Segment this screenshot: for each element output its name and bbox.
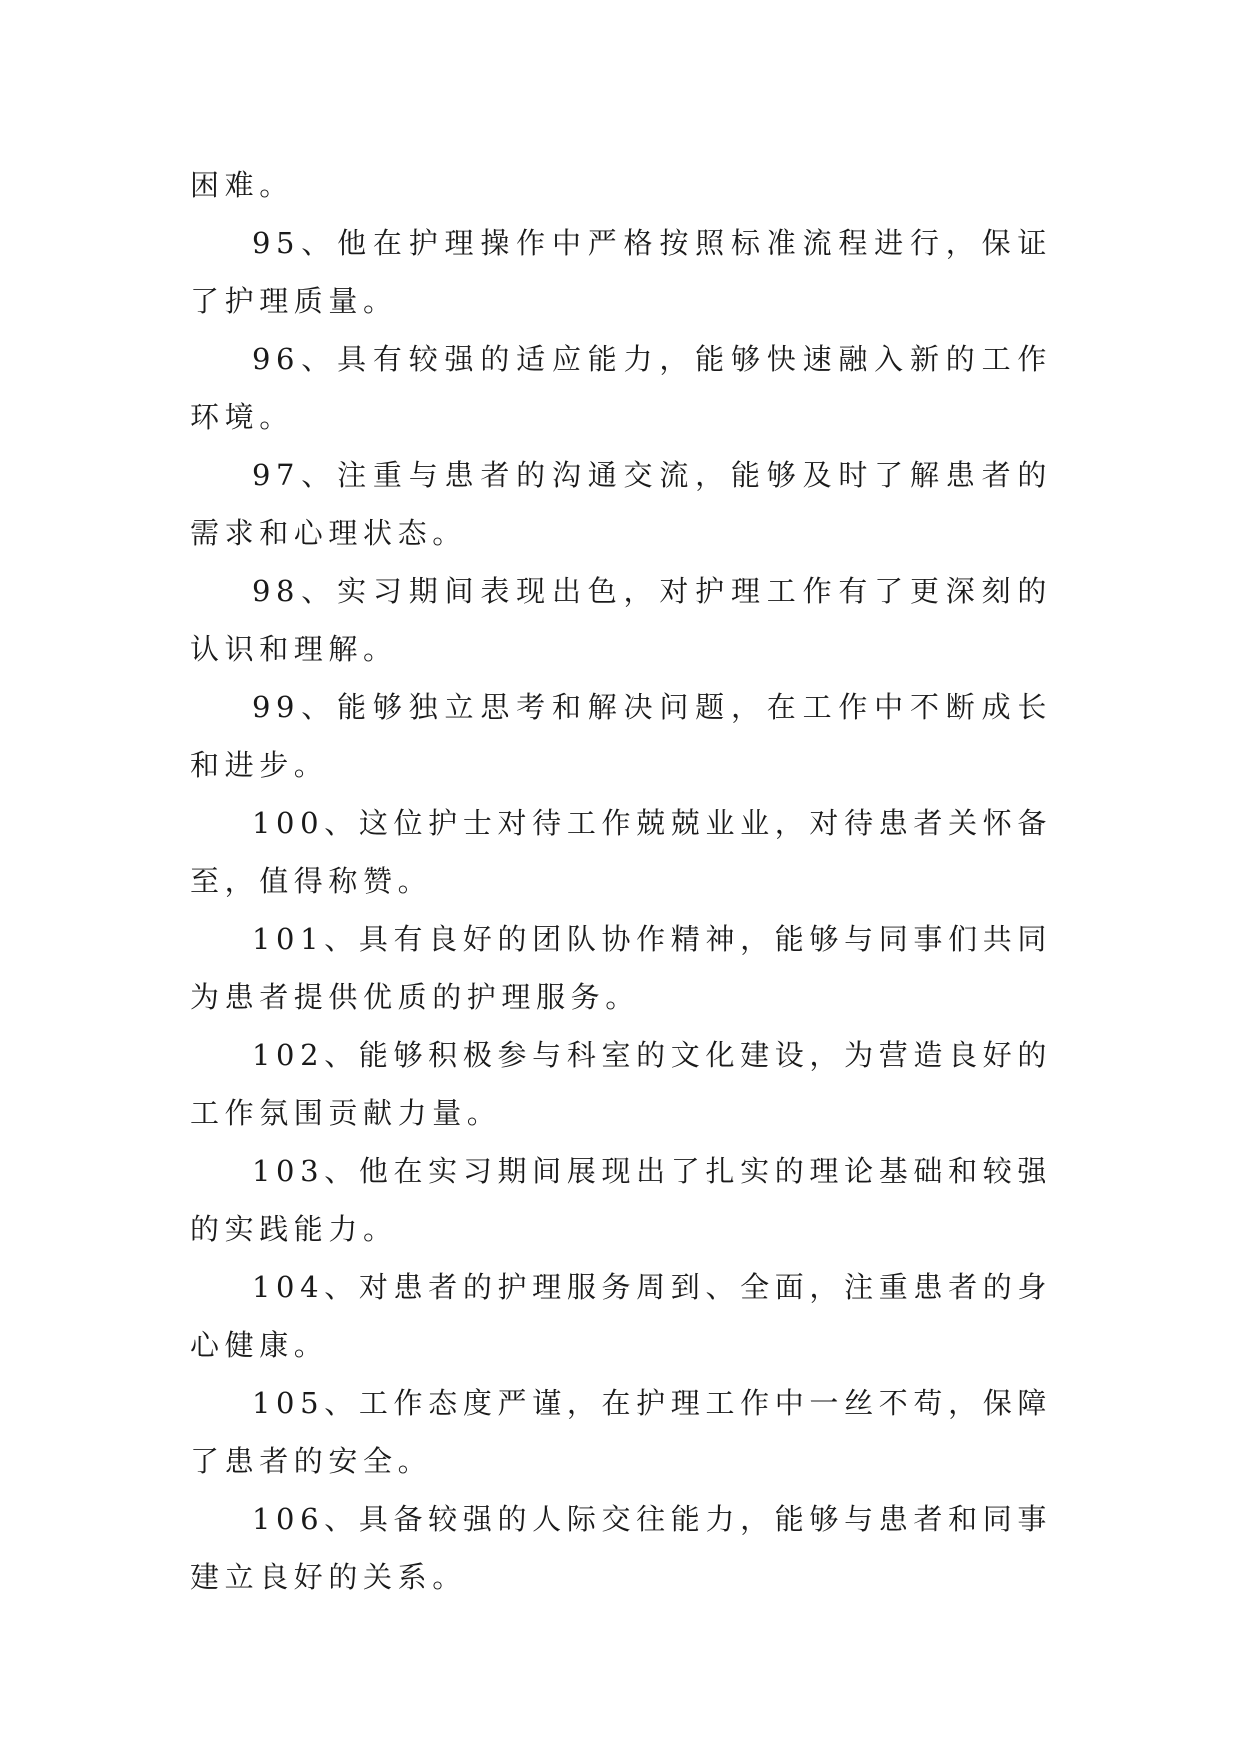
paragraph-item-106: 106、具备较强的人际交往能力，能够与患者和同事建立良好的关系。 xyxy=(190,1502,1052,1594)
paragraph-item-101: 101、具有良好的团队协作精神，能够与同事们共同为患者提供优质的护理服务。 xyxy=(190,922,1052,1014)
paragraph-item-100: 100、这位护士对待工作兢兢业业，对待患者关怀备至，值得称赞。 xyxy=(190,806,1052,898)
paragraph-item-102: 102、能够积极参与科室的文化建设，为营造良好的工作氛围贡献力量。 xyxy=(190,1038,1052,1130)
paragraph-item-105: 105、工作态度严谨，在护理工作中一丝不苟，保障了患者的安全。 xyxy=(190,1386,1052,1478)
paragraph-item-96: 96、具有较强的适应能力，能够快速融入新的工作环境。 xyxy=(190,342,1052,434)
paragraph-item-104: 104、对患者的护理服务周到、全面，注重患者的身心健康。 xyxy=(190,1270,1052,1362)
paragraph-item-98: 98、实习期间表现出色，对护理工作有了更深刻的认识和理解。 xyxy=(190,574,1052,666)
paragraph-item-97: 97、注重与患者的沟通交流，能够及时了解患者的需求和心理状态。 xyxy=(190,458,1052,550)
paragraph-item-103: 103、他在实习期间展现出了扎实的理论基础和较强的实践能力。 xyxy=(190,1154,1052,1246)
paragraph-item-99: 99、能够独立思考和解决问题，在工作中不断成长和进步。 xyxy=(190,690,1052,782)
document-body xyxy=(190,156,1052,1606)
paragraph-item-95: 95、他在护理操作中严格按照标准流程进行，保证了护理质量。 xyxy=(190,226,1052,318)
paragraph-continuation: 困难。 xyxy=(190,168,294,202)
